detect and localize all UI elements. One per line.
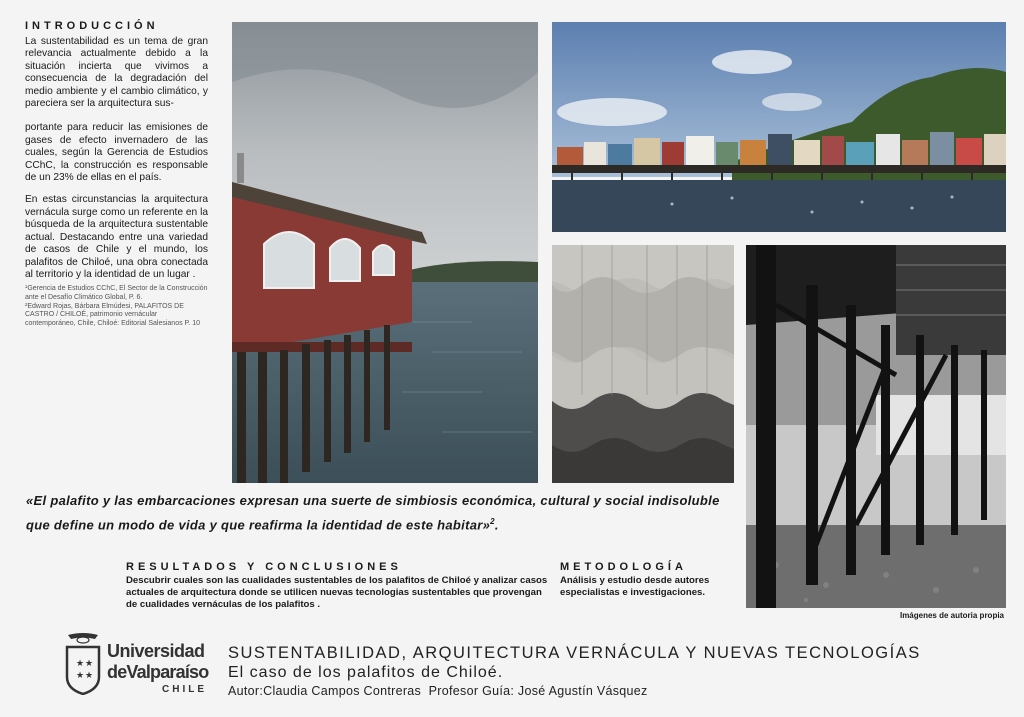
results-section [126,561,554,610]
quote [26,490,744,535]
intro-section [25,20,208,328]
photo-wood-shingles [552,245,734,483]
method-heading: METODOLOGÍA [560,561,687,573]
photo-palafitos-panorama [552,22,1006,232]
footer-subtitle: El caso de los palafitos de Chiloé. [228,664,504,681]
footnote-2: ²Edward Rojas, Bárbara Elmúdesi, PALAFITOS DE CASTRO / CHILOÉ, patrimonio vernácular contemporáneo, Chile, Chiloé: Editorial Salesianos P. 10 [25,302,200,327]
results-heading: RESULTADOS Y CONCLUSIONES [126,561,402,573]
quote-footnote-ref: 2 [490,517,495,526]
svg-text:★: ★ [76,659,85,669]
intro-heading: INTRODUCCIÓN [25,20,159,32]
intro-paragraph-1: La sustentabilidad es un tema de gran relevancia actualmente debido a la situación incierta que vivimos a consecuencia de la degradación del medio ambiente y el cambio climático, y pareciera ser la arquitectura sus- [25,36,208,110]
intro-paragraph-3: En estas circunstancias la arquitectura vernácula surge como un referente en la búsqueda de la arquitectura sustentable actual. Destacando entre una variedad de casos de Chile y el mundo, los palafitos de Chiloé, una obra conectada al territorio y la identidad de un lugar . [25,194,208,280]
photo-palafito-sea [232,22,538,483]
footer [228,644,1018,698]
footer-authors: Autor:Claudia Campos Contreras Profesor Guía: José Agustín Vásquez [228,684,648,698]
quote-end: . [494,517,499,533]
logo-line-2: deValparaíso [107,662,209,682]
logo-line-1: Universidad [107,641,205,661]
university-logo [64,633,214,703]
photo-stilts-bw [746,245,1006,608]
footnote-1: ¹Gerencia de Estudios CChC, El Sector de la Construcción ante el Desafío Climático Global, P. 6. [25,285,208,301]
method-section [560,561,742,599]
footer-title: SUSTENTABILIDAD, ARQUITECTURA VERNÁCULA Y NUEVAS TECNOLOGÍAS [228,644,921,662]
intro-paragraph-2: portante para reducir las emisiones de gases de efecto invernadero de las cuales, según la Gerencia de Estudios CChC, la construcción es responsable de un 23% de ellas en el país. [25,122,208,184]
quote-text: «El palafito y las embarcaciones expresan una suerte de simbiosis económica, cultural y social indisoluble que define un modo de vida y que reafirma la identidad de este habitar» [26,493,720,533]
method-text: Análisis y estudio desde autores especialistas e investigaciones. [560,575,710,598]
results-text: Descubrir cuales son las cualidades sustentables de los palafitos de Chiloé y analizar casos actuales de arquitectura donde se utilicen nuevas tecnologias sustentables que provengan de cualidades vernáculas de los palafitos . [126,575,548,610]
university-shield-icon [64,633,102,695]
logo-line-3: CHILE [162,684,207,695]
svg-text:★: ★ [85,659,94,669]
photo-credit: Imágenes de autoria propia [899,611,1004,620]
svg-text:★: ★ [76,671,85,681]
svg-text:★: ★ [85,671,94,681]
